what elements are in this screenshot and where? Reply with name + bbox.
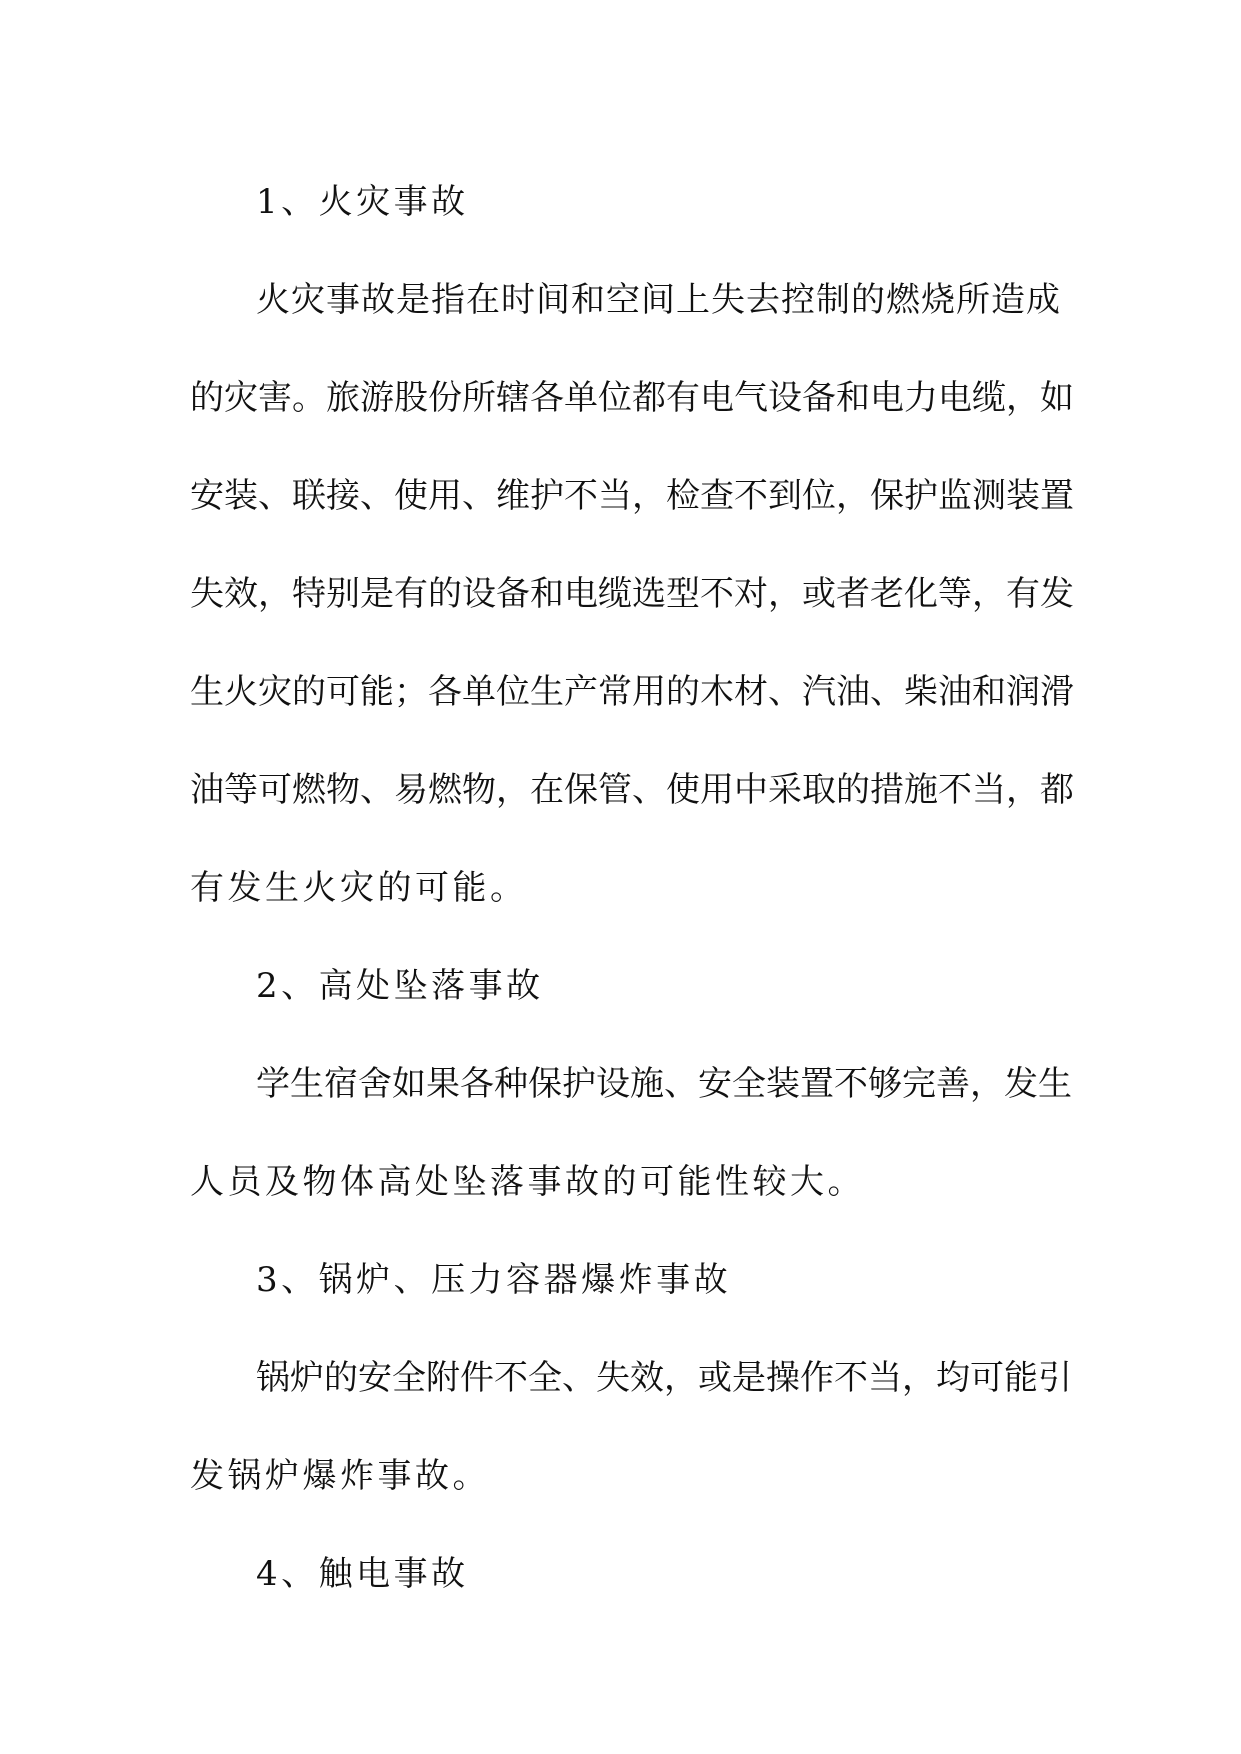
- paragraph-line: 生火灾的可能；各单位生产常用的木材、汽油、柴油和润滑: [190, 672, 1074, 712]
- paragraph-line: 有发生火灾的可能。: [190, 868, 528, 908]
- section-heading-fire: 1、火灾事故: [256, 182, 469, 222]
- section-heading-electric: 4、触电事故: [256, 1554, 469, 1594]
- section-heading-boiler: 3、锅炉、压力容器爆炸事故: [256, 1260, 732, 1300]
- paragraph-line: 安装、联接、使用、维护不当，检查不到位，保护监测装置: [190, 476, 1074, 516]
- paragraph-line: 失效，特别是有的设备和电缆选型不对，或者老化等，有发: [190, 574, 1074, 614]
- paragraph-line: 的灾害。旅游股份所辖各单位都有电气设备和电力电缆，如: [190, 378, 1074, 418]
- paragraph-line: 火灾事故是指在时间和空间上失去控制的燃烧所造成: [256, 280, 1060, 320]
- paragraph-line: 人员及物体高处坠落事故的可能性较大。: [190, 1162, 865, 1202]
- paragraph-line: 学生宿舍如果各种保护设施、安全装置不够完善，发生: [256, 1064, 1072, 1104]
- paragraph-line: 锅炉的安全附件不全、失效，或是操作不当，均可能引: [256, 1358, 1072, 1398]
- section-heading-fall: 2、高处坠落事故: [256, 966, 544, 1006]
- paragraph-line: 发锅炉爆炸事故。: [190, 1456, 490, 1496]
- paragraph-line: 油等可燃物、易燃物，在保管、使用中采取的措施不当，都: [190, 770, 1074, 810]
